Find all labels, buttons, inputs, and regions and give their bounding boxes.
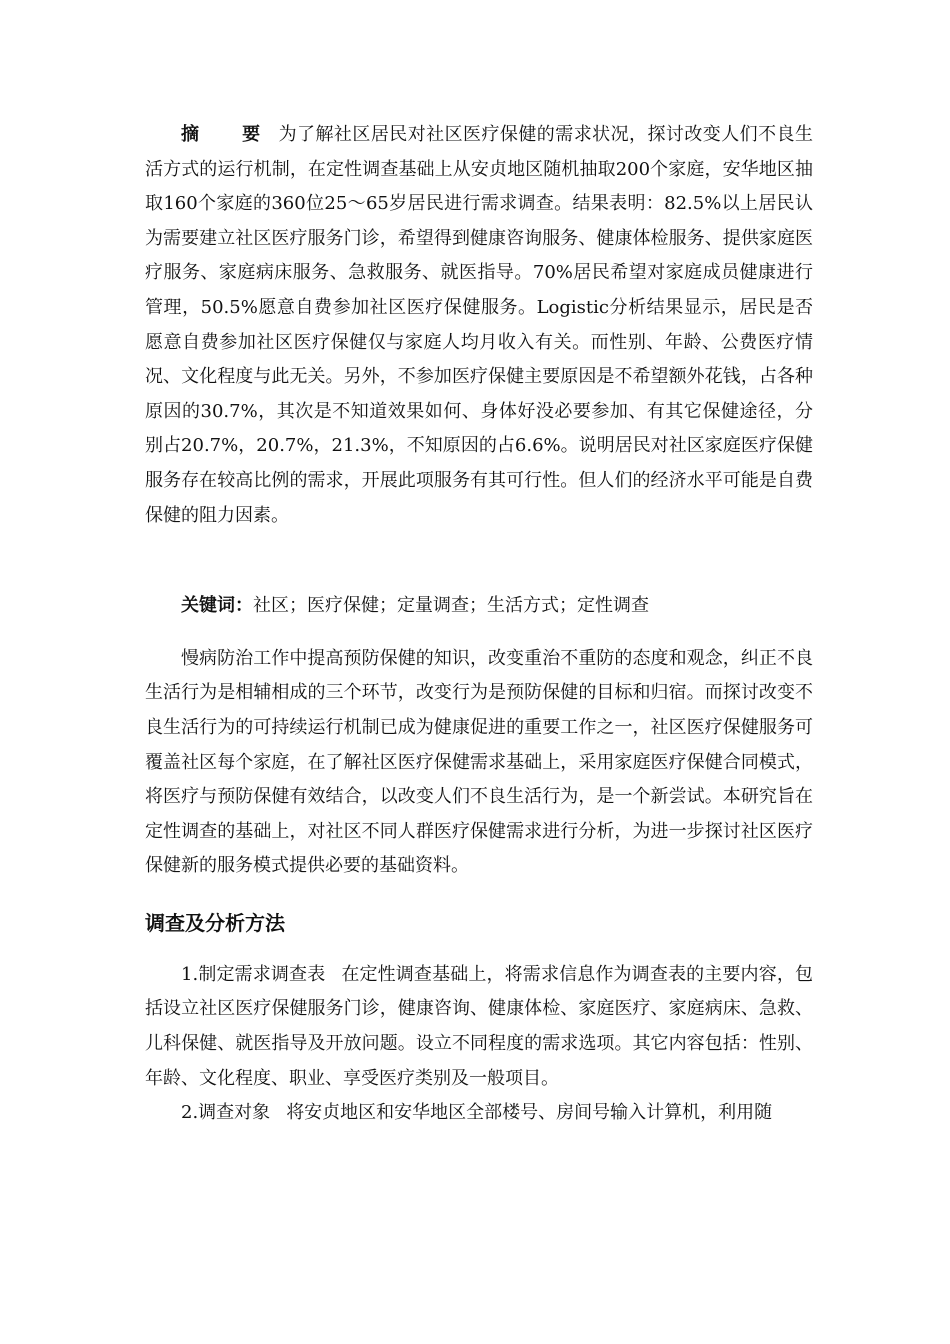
keywords-label: 关键词： <box>181 595 253 617</box>
keywords-paragraph <box>145 589 813 624</box>
abstract-text: 为了解社区居民对社区医疗保健的需求状况，探讨改变人们不良生活方式的运行机制，在定性调查基础上从安贞地区随机抽取200个家庭，安华地区抽取160个家庭的360位25～65岁居民进行需求调查。结果表明：82.5%以上居民认为需要建立社区医疗服务门诊，希望得到健康咨询服务、健康体检服务、提供家庭医疗服务、家庭病床服务、急救服务、就医指导。70%居民希望对家庭成员健康进行管理，50.5%愿意自费参加社区医疗保健服务。Logistic分析结果显示，居民是否愿意自费参加社区医疗保健仅与家庭人均月收入有关。而性别、年龄、公费医疗情况、文化程度与此无关。另外，不参加医疗保健主要原因是不希望额外花钱，占各种原因的30.7%，其次是不知道效果如何、身体好没必要参加、有其它保健途径，分别占20.7%，20.7%，21.3%，不知原因的占6.6%。说明居民对社区家庭医疗保健服务存在较高比例的需求，开展此项服务有其可行性。但人们的经济水平可能是自费保健的阻力因素。 <box>145 124 813 526</box>
abstract-label: 摘 要 <box>181 124 279 145</box>
method-item-1-label: 1.制定需求调查表 <box>181 963 326 985</box>
intro-paragraph: 慢病防治工作中提高预防保健的知识，改变重治不重防的态度和观念，纠正不良生活行为是相辅相成的三个环节，改变行为是预防保健的目标和归宿。而探讨改变不良生活行为的可持续运行机制已成为健康促进的重要工作之一，社区医疗保健服务可覆盖社区每个家庭，在了解社区医疗保健需求基础上，采用家庭医疗保健合同模式，将医疗与预防保健有效结合，以改变人们不良生活行为，是一个新尝试。本研究旨在定性调查的基础上，对社区不同人群医疗保健需求进行分析，为进一步探讨社区医疗保健新的服务模式提供必要的基础资料。 <box>145 647 813 877</box>
method-item-1 <box>145 958 813 1096</box>
section-heading: 调查及分析方法 <box>145 910 285 935</box>
keywords-text: 社区；医疗保健；定量调查；生活方式；定性调查 <box>253 595 649 617</box>
method-item-2 <box>145 1096 813 1131</box>
method-item-2-text: 将安贞地区和安华地区全部楼号、房间号输入计算机，利用随 <box>286 1102 773 1124</box>
document-page <box>145 118 813 1131</box>
method-item-2-label: 2.调查对象 <box>181 1102 271 1124</box>
method-item-1-text: 在定性调查基础上，将需求信息作为调查表的主要内容，包括设立社区医疗保健服务门诊，健康咨询、健康体检、家庭医疗、家庭病床、急救、儿科保健、就医指导及开放问题。设立不同程度的需求选项。其它内容包括：性别、年龄、文化程度、职业、享受医疗类别及一般项目。 <box>145 963 813 1089</box>
abstract-paragraph <box>145 118 813 533</box>
